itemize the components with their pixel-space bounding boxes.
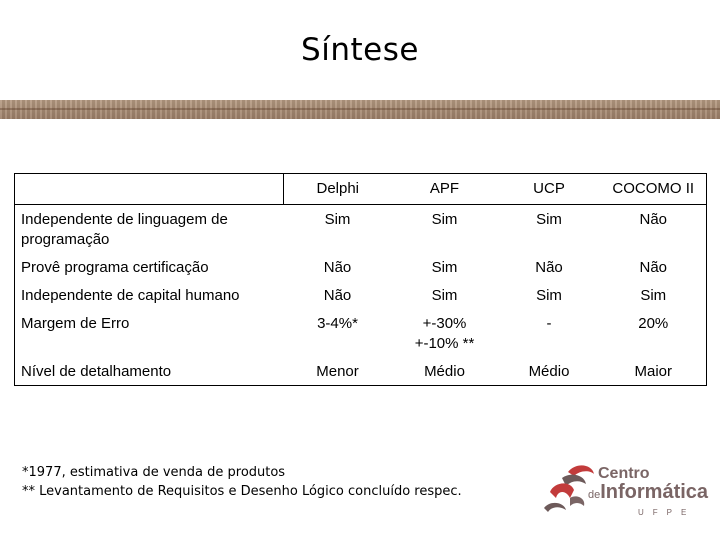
table-cell: Médio	[424, 363, 465, 380]
centro-de-informatica-logo	[540, 458, 709, 518]
column-header-cocomo: COCOMO II	[612, 180, 695, 197]
table-corner-cell	[15, 174, 284, 205]
table-cell: Sim	[640, 287, 667, 304]
column-header-ucp: UCP	[533, 180, 565, 197]
row-label: Nível de detalhamento	[21, 363, 172, 380]
table-cell: 3-4%*	[317, 315, 358, 332]
logo-line-1: Centro	[598, 465, 650, 482]
table-cell: Sim	[431, 287, 458, 304]
decorative-band	[0, 100, 720, 119]
table-header-row	[15, 174, 707, 205]
column-header-delphi: Delphi	[316, 180, 360, 197]
logo-line-2-main: Informática	[600, 481, 709, 503]
table-cell: +-30% +-10% **	[414, 315, 475, 352]
row-label: Independente de linguagem de programação	[21, 211, 228, 248]
logo-line-2-prefix: de	[588, 489, 601, 501]
table-row	[15, 205, 707, 254]
footnote-1: *1977, estimativa de venda de produtos	[22, 465, 286, 480]
table-cell: -	[546, 315, 552, 332]
slide-title: Síntese	[301, 32, 419, 68]
table-cell: Médio	[528, 363, 570, 380]
table-row	[15, 253, 707, 281]
row-label: Independente de capital humano	[21, 287, 240, 304]
table-row	[15, 309, 707, 357]
table-cell: Não	[323, 287, 352, 304]
footnotes	[22, 463, 462, 501]
table-cell: 20%	[638, 315, 669, 332]
table-cell: Não	[323, 259, 352, 276]
table-cell: Sim	[324, 211, 351, 228]
table-cell: Não	[639, 259, 668, 276]
logo-line-2	[588, 483, 708, 504]
logo-line-3: UFPE	[638, 508, 696, 517]
row-label: Margem de Erro	[21, 315, 130, 332]
table-cell: Sim	[536, 287, 562, 304]
table-cell: Menor	[316, 363, 359, 380]
table-row	[15, 357, 707, 386]
logo-wordmark	[588, 465, 708, 522]
table-cell: Sim	[431, 211, 458, 228]
table-cell: Não	[535, 259, 563, 276]
table-row	[15, 281, 707, 309]
table-cell: Sim	[431, 259, 458, 276]
comparison-table	[14, 173, 707, 386]
row-label: Provê programa certificação	[21, 259, 209, 276]
table-cell: Sim	[536, 211, 562, 228]
footnote-2: ** Levantamento de Requisitos e Desenho Lógico concluído respec.	[22, 484, 462, 499]
column-header-apf: APF	[429, 180, 460, 197]
table-cell: Maior	[634, 363, 672, 380]
table-cell: Não	[639, 211, 668, 228]
